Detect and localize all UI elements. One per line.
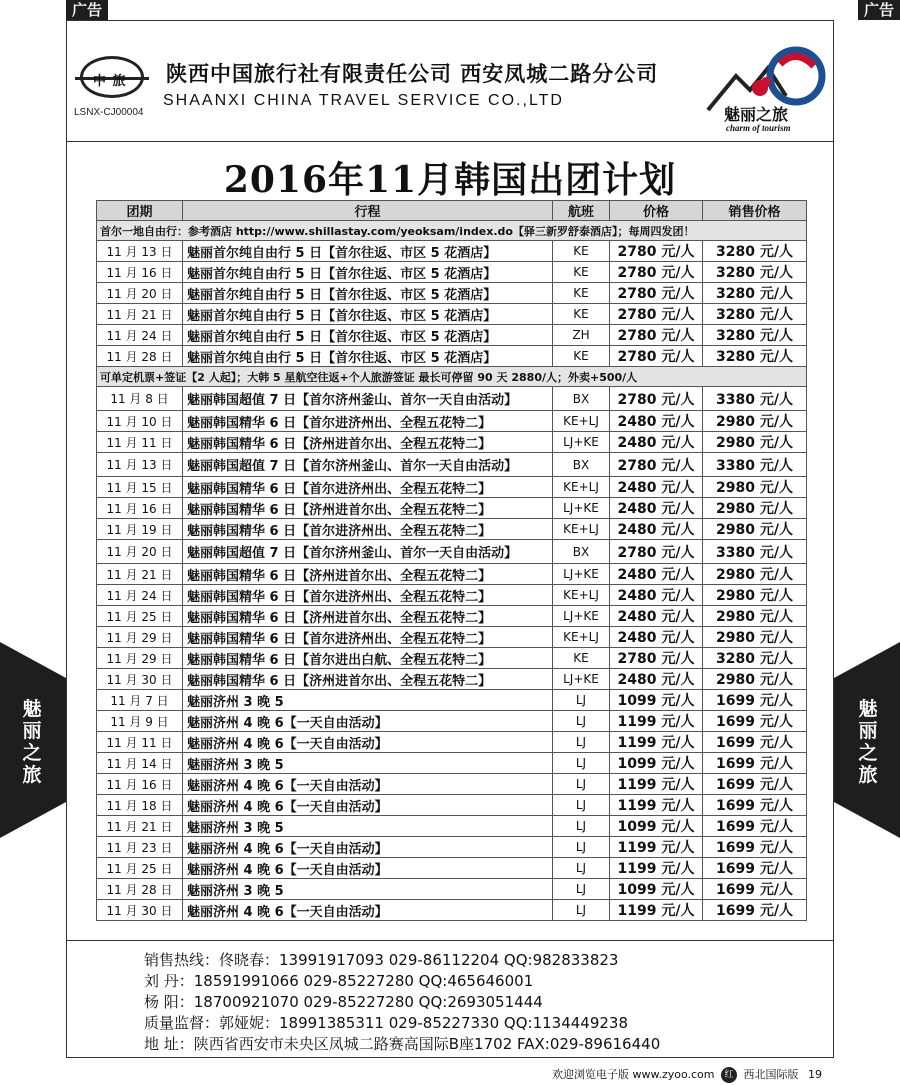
date-cell: 11 月 28 日 <box>97 346 183 367</box>
logo-text: 中 旅 <box>93 74 127 89</box>
price-cell: 2780 元/人 <box>610 241 703 262</box>
flight-cell: KE <box>553 304 610 325</box>
table-row <box>97 816 807 837</box>
sale-price-cell: 2980 元/人 <box>703 411 807 432</box>
side-label-left: 魅丽之旅 <box>22 698 42 786</box>
header-route: 行程 <box>183 201 553 221</box>
date-cell: 11 月 11 日 <box>97 432 183 453</box>
price-cell: 2780 元/人 <box>610 283 703 304</box>
date-cell: 11 月 20 日 <box>97 540 183 564</box>
route-cell: 魅丽韩国精华 6 日【济州进首尔出、全程五花特二】 <box>183 432 553 453</box>
price-cell: 2480 元/人 <box>610 585 703 606</box>
route-cell: 魅丽首尔纯自由行 5 日【首尔往返、市区 5 花酒店】 <box>183 241 553 262</box>
address-line: 地 址：陕西省西安市未央区凤城二路赛高国际B座1702 FAX:029-89616440 <box>144 1035 661 1053</box>
sale-price-cell: 2980 元/人 <box>703 519 807 540</box>
flight-cell: ZH <box>553 325 610 346</box>
date-cell: 11 月 21 日 <box>97 304 183 325</box>
date-cell: 11 月 8 日 <box>97 387 183 411</box>
sale-price-cell: 3380 元/人 <box>703 453 807 477</box>
sale-price-cell: 1699 元/人 <box>703 690 807 711</box>
route-cell: 魅丽韩国精华 6 日【济州进首尔出、全程五花特二】 <box>183 669 553 690</box>
sale-price-cell: 1699 元/人 <box>703 858 807 879</box>
price-cell: 2780 元/人 <box>610 453 703 477</box>
route-cell: 魅丽韩国精华 6 日【首尔进济州出、全程五花特二】 <box>183 477 553 498</box>
flight-cell: LJ <box>553 879 610 900</box>
contact-section <box>66 940 834 1058</box>
date-cell: 11 月 23 日 <box>97 837 183 858</box>
price-cell: 2480 元/人 <box>610 606 703 627</box>
date-cell: 11 月 28 日 <box>97 879 183 900</box>
price-cell: 1199 元/人 <box>610 774 703 795</box>
date-cell: 11 月 9 日 <box>97 711 183 732</box>
route-cell: 魅丽韩国超值 7 日【首尔济州釜山、首尔一天自由活动】 <box>183 453 553 477</box>
table-row <box>97 241 807 262</box>
price-cell: 2480 元/人 <box>610 627 703 648</box>
route-cell: 魅丽济州 4 晚 6【一天自由活动】 <box>183 711 553 732</box>
table-row <box>97 837 807 858</box>
header-price: 价格 <box>610 201 703 221</box>
sale-price-cell: 2980 元/人 <box>703 564 807 585</box>
flight-cell: LJ <box>553 816 610 837</box>
table-row <box>97 795 807 816</box>
price-cell: 1199 元/人 <box>610 711 703 732</box>
flight-cell: KE+LJ <box>553 627 610 648</box>
sale-price-cell: 2980 元/人 <box>703 498 807 519</box>
route-cell: 魅丽韩国精华 6 日【首尔进济州出、全程五花特二】 <box>183 519 553 540</box>
section-note-row <box>97 221 807 241</box>
date-cell: 11 月 29 日 <box>97 627 183 648</box>
side-tab-right <box>834 642 900 838</box>
route-cell: 魅丽韩国精华 6 日【首尔进出白航、全程五花特二】 <box>183 648 553 669</box>
footer-circle-icon: 红 <box>721 1067 737 1083</box>
date-cell: 11 月 21 日 <box>97 564 183 585</box>
price-cell: 1099 元/人 <box>610 816 703 837</box>
price-cell: 1199 元/人 <box>610 795 703 816</box>
sale-price-cell: 1699 元/人 <box>703 774 807 795</box>
price-cell: 2480 元/人 <box>610 498 703 519</box>
table-row <box>97 669 807 690</box>
route-cell: 魅丽首尔纯自由行 5 日【首尔往返、市区 5 花酒店】 <box>183 262 553 283</box>
table-row <box>97 732 807 753</box>
sale-price-cell: 1699 元/人 <box>703 837 807 858</box>
flight-cell: LJ+KE <box>553 564 610 585</box>
date-cell: 11 月 25 日 <box>97 858 183 879</box>
date-cell: 11 月 7 日 <box>97 690 183 711</box>
route-cell: 魅丽济州 4 晚 6【一天自由活动】 <box>183 795 553 816</box>
sale-price-cell: 1699 元/人 <box>703 711 807 732</box>
sale-price-cell: 2980 元/人 <box>703 585 807 606</box>
flight-cell: LJ <box>553 774 610 795</box>
route-cell: 魅丽济州 3 晚 5 <box>183 690 553 711</box>
table-row <box>97 690 807 711</box>
date-cell: 11 月 16 日 <box>97 498 183 519</box>
brand-name-cn: 魅丽之旅 <box>724 105 789 124</box>
date-cell: 11 月 11 日 <box>97 732 183 753</box>
table-row <box>97 774 807 795</box>
date-cell: 11 月 20 日 <box>97 283 183 304</box>
price-cell: 1199 元/人 <box>610 732 703 753</box>
header-sale-price: 销售价格 <box>703 201 807 221</box>
table-row <box>97 498 807 519</box>
table-row <box>97 879 807 900</box>
flight-cell: KE <box>553 241 610 262</box>
table-row <box>97 453 807 477</box>
date-cell: 11 月 29 日 <box>97 648 183 669</box>
date-cell: 11 月 13 日 <box>97 241 183 262</box>
sale-price-cell: 1699 元/人 <box>703 816 807 837</box>
table-header-row <box>97 201 807 221</box>
price-cell: 2780 元/人 <box>610 387 703 411</box>
route-cell: 魅丽韩国精华 6 日【济州进首尔出、全程五花特二】 <box>183 498 553 519</box>
side-tab-left <box>0 642 66 838</box>
route-cell: 魅丽济州 3 晚 5 <box>183 816 553 837</box>
sale-price-cell: 2980 元/人 <box>703 432 807 453</box>
side-label-right: 魅丽之旅 <box>858 698 878 786</box>
table-row <box>97 753 807 774</box>
section-note: 可单定机票+签证【2 人起】；大韩 5 星航空往返+个人旅游签证 最长可停留 90 天 2880/人；外卖+500/人 <box>97 367 807 387</box>
sale-price-cell: 2980 元/人 <box>703 669 807 690</box>
route-cell: 魅丽首尔纯自由行 5 日【首尔往返、市区 5 花酒店】 <box>183 346 553 367</box>
table-row <box>97 711 807 732</box>
route-cell: 魅丽韩国超值 7 日【首尔济州釜山、首尔一天自由活动】 <box>183 387 553 411</box>
price-cell: 2780 元/人 <box>610 325 703 346</box>
date-cell: 11 月 25 日 <box>97 606 183 627</box>
flight-cell: LJ+KE <box>553 669 610 690</box>
price-cell: 2480 元/人 <box>610 411 703 432</box>
table-row <box>97 900 807 921</box>
route-cell: 魅丽首尔纯自由行 5 日【首尔往返、市区 5 花酒店】 <box>183 304 553 325</box>
route-cell: 魅丽首尔纯自由行 5 日【首尔往返、市区 5 花酒店】 <box>183 283 553 304</box>
sale-price-cell: 3280 元/人 <box>703 262 807 283</box>
table-row <box>97 858 807 879</box>
sale-price-cell: 3280 元/人 <box>703 283 807 304</box>
company-name-en: SHAANXI CHINA TRAVEL SERVICE CO.,LTD <box>163 92 564 109</box>
table-row <box>97 411 807 432</box>
sale-price-cell: 1699 元/人 <box>703 795 807 816</box>
flight-cell: LJ <box>553 711 610 732</box>
sale-price-cell: 3380 元/人 <box>703 540 807 564</box>
date-cell: 11 月 24 日 <box>97 325 183 346</box>
route-cell: 魅丽首尔纯自由行 5 日【首尔往返、市区 5 花酒店】 <box>183 325 553 346</box>
price-cell: 1199 元/人 <box>610 900 703 921</box>
price-cell: 2780 元/人 <box>610 262 703 283</box>
date-cell: 11 月 30 日 <box>97 900 183 921</box>
route-cell: 魅丽韩国精华 6 日【首尔进济州出、全程五花特二】 <box>183 585 553 606</box>
company-name-cn: 陕西中国旅行社有限责任公司 西安凤城二路分公司 <box>166 62 659 86</box>
date-cell: 11 月 16 日 <box>97 262 183 283</box>
route-cell: 魅丽韩国精华 6 日【首尔进济州出、全程五花特二】 <box>183 627 553 648</box>
license-number: LSNX-CJ00004 <box>74 107 144 118</box>
company-header <box>66 20 834 142</box>
date-cell: 11 月 14 日 <box>97 753 183 774</box>
route-cell: 魅丽韩国精华 6 日【济州进首尔出、全程五花特二】 <box>183 606 553 627</box>
date-cell: 11 月 16 日 <box>97 774 183 795</box>
flight-cell: LJ+KE <box>553 606 610 627</box>
table-row <box>97 606 807 627</box>
flight-cell: KE+LJ <box>553 477 610 498</box>
table-row <box>97 346 807 367</box>
flight-cell: LJ <box>553 795 610 816</box>
flight-cell: LJ+KE <box>553 432 610 453</box>
sale-price-cell: 2980 元/人 <box>703 606 807 627</box>
table-row <box>97 432 807 453</box>
price-cell: 2780 元/人 <box>610 540 703 564</box>
section-note: 首尔一地自由行：参考酒店 http://www.shillastay.com/yeoksam/index.do【驿三新罗舒泰酒店】；每周四发团！ <box>97 221 807 241</box>
route-cell: 魅丽济州 4 晚 6【一天自由活动】 <box>183 900 553 921</box>
route-cell: 魅丽济州 3 晚 5 <box>183 879 553 900</box>
brand-name-en: charm of tourism <box>726 123 791 133</box>
flight-cell: KE+LJ <box>553 519 610 540</box>
flight-cell: BX <box>553 540 610 564</box>
table-row <box>97 540 807 564</box>
flight-cell: LJ+KE <box>553 498 610 519</box>
contact-line: 销售热线：佟晓春：13991917093 029-86112204 QQ:982833823 <box>144 951 619 969</box>
flight-cell: KE+LJ <box>553 585 610 606</box>
table-row <box>97 325 807 346</box>
date-cell: 11 月 13 日 <box>97 453 183 477</box>
sale-price-cell: 3280 元/人 <box>703 304 807 325</box>
header-date: 团期 <box>97 201 183 221</box>
flight-cell: LJ <box>553 753 610 774</box>
footer-edition: 西北国际版 <box>743 1068 799 1081</box>
flight-cell: KE <box>553 283 610 304</box>
table-body <box>97 221 807 921</box>
sale-price-cell: 1699 元/人 <box>703 732 807 753</box>
price-cell: 1099 元/人 <box>610 690 703 711</box>
section-note-row <box>97 367 807 387</box>
page-number: 19 <box>808 1068 822 1081</box>
price-cell: 1099 元/人 <box>610 879 703 900</box>
sale-price-cell: 3380 元/人 <box>703 387 807 411</box>
price-cell: 2780 元/人 <box>610 304 703 325</box>
table-row <box>97 564 807 585</box>
flight-cell: KE <box>553 262 610 283</box>
sale-price-cell: 2980 元/人 <box>703 477 807 498</box>
route-cell: 魅丽韩国超值 7 日【首尔济州釜山、首尔一天自由活动】 <box>183 540 553 564</box>
ad-label-left: 广告 <box>66 0 108 20</box>
price-cell: 1199 元/人 <box>610 858 703 879</box>
sale-price-cell: 1699 元/人 <box>703 879 807 900</box>
contact-line: 杨 阳：18700921070 029-85227280 QQ:2693051444 <box>144 993 543 1011</box>
route-cell: 魅丽济州 4 晚 6【一天自由活动】 <box>183 732 553 753</box>
table-row <box>97 262 807 283</box>
date-cell: 11 月 30 日 <box>97 669 183 690</box>
route-cell: 魅丽济州 3 晚 5 <box>183 753 553 774</box>
price-cell: 2480 元/人 <box>610 477 703 498</box>
sale-price-cell: 3280 元/人 <box>703 241 807 262</box>
date-cell: 11 月 10 日 <box>97 411 183 432</box>
company-logo <box>80 56 144 98</box>
table-row <box>97 477 807 498</box>
footer-text: 欢迎浏览电子版 www.zyoo.com <box>551 1068 715 1081</box>
contact-line: 刘 丹：18591991066 029-85227280 QQ:465646001 <box>144 972 534 990</box>
table-row <box>97 648 807 669</box>
page-title: 2016年11月韩国出团计划 <box>223 159 677 201</box>
table-row <box>97 304 807 325</box>
route-cell: 魅丽韩国精华 6 日【济州进首尔出、全程五花特二】 <box>183 564 553 585</box>
sale-price-cell: 3280 元/人 <box>703 346 807 367</box>
route-cell: 魅丽韩国精华 6 日【首尔进济州出、全程五花特二】 <box>183 411 553 432</box>
flight-cell: LJ <box>553 858 610 879</box>
price-cell: 2480 元/人 <box>610 669 703 690</box>
ad-label-right: 广告 <box>858 0 900 20</box>
table-row <box>97 519 807 540</box>
schedule-table <box>96 200 806 921</box>
flight-cell: BX <box>553 387 610 411</box>
flight-cell: BX <box>553 453 610 477</box>
date-cell: 11 月 15 日 <box>97 477 183 498</box>
price-cell: 2780 元/人 <box>610 346 703 367</box>
date-cell: 11 月 24 日 <box>97 585 183 606</box>
table-row <box>97 627 807 648</box>
contact-line: 质量监督：郭娅妮：18991385311 029-85227330 QQ:1134449238 <box>144 1014 629 1032</box>
price-cell: 1099 元/人 <box>610 753 703 774</box>
flight-cell: LJ <box>553 732 610 753</box>
sale-price-cell: 2980 元/人 <box>703 627 807 648</box>
date-cell: 11 月 21 日 <box>97 816 183 837</box>
flight-cell: KE+LJ <box>553 411 610 432</box>
flight-cell: KE <box>553 346 610 367</box>
date-cell: 11 月 19 日 <box>97 519 183 540</box>
flight-cell: LJ <box>553 900 610 921</box>
route-cell: 魅丽济州 4 晚 6【一天自由活动】 <box>183 774 553 795</box>
route-cell: 魅丽济州 4 晚 6【一天自由活动】 <box>183 858 553 879</box>
price-cell: 2480 元/人 <box>610 519 703 540</box>
sale-price-cell: 1699 元/人 <box>703 753 807 774</box>
header-flight: 航班 <box>553 201 610 221</box>
table-row <box>97 283 807 304</box>
price-cell: 2780 元/人 <box>610 648 703 669</box>
flight-cell: KE <box>553 648 610 669</box>
route-cell: 魅丽济州 4 晚 6【一天自由活动】 <box>183 837 553 858</box>
price-cell: 2480 元/人 <box>610 564 703 585</box>
sale-price-cell: 1699 元/人 <box>703 900 807 921</box>
page-footer <box>552 1066 822 1083</box>
flight-cell: LJ <box>553 690 610 711</box>
table-row <box>97 387 807 411</box>
price-cell: 2480 元/人 <box>610 432 703 453</box>
sale-price-cell: 3280 元/人 <box>703 325 807 346</box>
price-cell: 1199 元/人 <box>610 837 703 858</box>
sale-price-cell: 3280 元/人 <box>703 648 807 669</box>
table-row <box>97 585 807 606</box>
flight-cell: LJ <box>553 837 610 858</box>
date-cell: 11 月 18 日 <box>97 795 183 816</box>
